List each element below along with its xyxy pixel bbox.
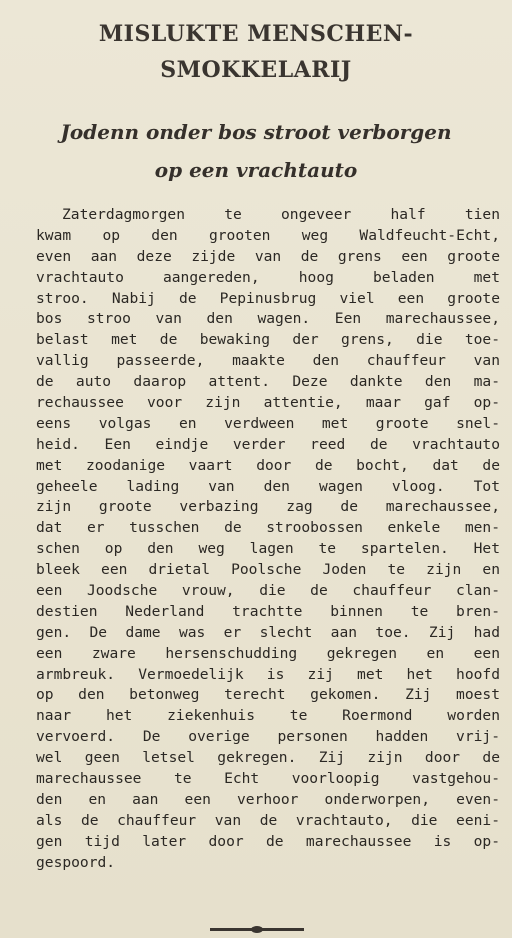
article-line: belast met de bewaking der grens, die toe-	[36, 331, 500, 349]
article-line: destien Nederland trachtte binnen te bren-	[36, 602, 500, 620]
article-line: vervoerd. De overige personen hadden vrij-	[36, 728, 500, 746]
article-line: een Joodsche vrouw, die de chauffeur clan-	[36, 582, 500, 600]
article-line: bos stroo van den wagen. Een marechaussee,	[36, 310, 500, 328]
article-line: gen. De dame was er slecht aan toe. Zij had	[36, 623, 500, 641]
headline	[0, 16, 512, 88]
article-line: rechaussee voor zijn attentie, maar gaf op-	[36, 394, 500, 412]
subheadline	[0, 113, 512, 189]
article-line: Zaterdagmorgen te ongeveer half tien	[62, 206, 500, 223]
article-line: schen op den weg lagen te spartelen. Het	[36, 540, 500, 558]
article-line: kwam op den grooten weg Waldfeucht-Echt,	[36, 226, 500, 244]
article-body	[36, 205, 500, 874]
article-line: den en aan een verhoor onderworpen, even-	[36, 790, 500, 808]
subheadline-line: op een vrachtauto	[154, 158, 358, 182]
article-line: bleek een drietal Poolsche Joden te zijn en	[36, 561, 500, 579]
article-line: heid. Een eindje verder reed de vrachtauto	[36, 435, 500, 453]
article-line: een zware hersenschudding gekregen en een	[36, 644, 500, 662]
article-line: op den betonweg terecht gekomen. Zij moest	[36, 686, 500, 704]
article-line: de auto daarop attent. Deze dankte den ma-	[36, 373, 500, 391]
article-line: wel geen letsel gekregen. Zij zijn door de	[36, 749, 500, 767]
article-line: zijn groote verbazing zag de marechaussee,	[36, 498, 500, 516]
headline-line: MISLUKTE MENSCHEN-	[98, 21, 414, 47]
article-line: even aan deze zijde van de grens een groote	[36, 247, 500, 265]
article-line: met zoodanige vaart door de bocht, dat de	[36, 456, 500, 474]
article-line: stroo. Nabij de Pepinusbrug viel een groote	[36, 289, 500, 307]
article-line: eens volgas en verdween met groote snel-	[36, 414, 500, 432]
subheadline-line: Jodenn onder bos stroot verborgen	[60, 120, 452, 144]
headline-line: SMOKKELARIJ	[160, 57, 352, 83]
article-line: armbreuk. Vermoedelijk is zij met het hoofd	[36, 665, 500, 683]
article-line: vrachtauto aangereden, hoog beladen met	[36, 268, 500, 286]
article-line: als de chauffeur van de vrachtauto, die eeni-	[36, 811, 500, 829]
article-line: dat er tusschen de stroobossen enkele men-	[36, 519, 500, 537]
article-line: gen tijd later door de marechaussee is op-	[36, 832, 500, 850]
article-line: geheele lading van den wagen vloog. Tot	[36, 477, 500, 495]
article-line: marechaussee te Echt voorloopig vastgehou-	[36, 770, 500, 788]
article-line: naar het ziekenhuis te Roermond worden	[36, 707, 500, 725]
end-divider	[210, 928, 304, 931]
article-line: gespoord.	[36, 853, 116, 871]
article-line: vallig passeerde, maakte den chauffeur van	[36, 352, 500, 370]
